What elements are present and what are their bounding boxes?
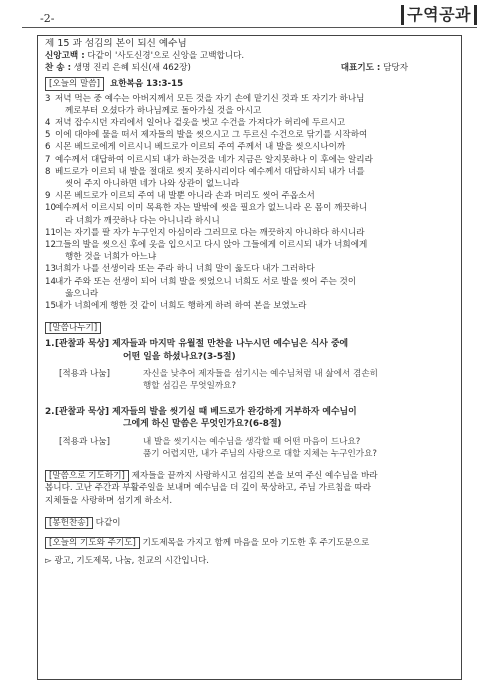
verse-text <box>55 166 458 190</box>
verse <box>45 276 458 300</box>
creed-text: 다같이 '사도신경'으로 신앙을 고백합니다. <box>87 51 245 62</box>
hymn-prayer-line <box>45 62 458 74</box>
verse <box>45 190 458 202</box>
apply-label: [적용과 나눔] <box>59 436 110 447</box>
question <box>45 406 458 430</box>
verse <box>45 227 458 239</box>
header-rule <box>22 27 477 28</box>
arrow-icon: ▻ <box>45 556 52 567</box>
closing-line: 봅니다. 고난 주간과 부활주일을 보내며 예수님을 더 깊이 묵상하고, 주님 가르침을 따라 <box>45 483 372 494</box>
verse-line: 께로부터 오셨다가 하나님께로 돌아가실 것을 아시고 <box>65 105 262 116</box>
verse-line: 저녁 먹는 중 예수는 아버지께서 모든 것을 자기 손에 맡기신 것과 또 자기가 하나님 <box>55 93 365 104</box>
verse <box>45 300 458 312</box>
final-prayer-label: [오늘의 기도와 주기도] <box>45 537 140 549</box>
question-block <box>45 406 458 460</box>
verse-line: 예수께서 대답하여 이르시되 내가 하는것을 네가 지금은 알지못하나 이 후에는 알리라 <box>55 154 373 165</box>
verse-text <box>55 93 458 117</box>
verse-number: 7 <box>45 154 51 165</box>
verse-line: 이에 대야에 물을 떠서 제자들의 발을 씻으시고 그 두르신 수건으로 닦기를 시작하여 <box>55 130 368 141</box>
reading-header <box>45 77 458 91</box>
sharing-questions <box>45 338 458 460</box>
verse-number: 4 <box>45 118 51 129</box>
verse-number: 12 <box>45 240 56 251</box>
verse-line: 시몬 베드로에게 이르시니 베드로가 이르되 주여 주께서 내 발을 씻으시나이까 <box>55 142 346 153</box>
question-line: [관찰과 묵상] 제자들의 발을 씻기실 때 베드로가 완강하게 거부하자 예수님이 <box>55 407 357 418</box>
verse-number: 6 <box>45 142 51 153</box>
hymn-label: 찬 송 : <box>45 63 72 74</box>
prayer-text: 담당자 <box>383 63 408 74</box>
creed-line <box>45 50 458 62</box>
announcement-line <box>45 555 458 567</box>
sharing-label-text: [말씀나누기] <box>45 322 101 334</box>
closing-text: 제자들을 끝까지 사랑하시고 섬김의 본을 보여 주신 예수님을 바라 <box>131 471 378 482</box>
verse-line: 이는 자기를 팔 자가 누구인지 아심이라 그러므로 다는 깨끗하지 아니하다 하시니라 <box>55 227 365 238</box>
verse-number: 5 <box>45 130 51 141</box>
offering-line <box>45 517 458 529</box>
verse-text <box>55 117 458 129</box>
offering-label: [봉헌찬송] <box>45 517 93 529</box>
verse <box>45 263 458 275</box>
verse-number: 10 <box>45 203 56 214</box>
closing-line <box>45 470 458 482</box>
verse-text <box>55 239 458 263</box>
lesson-content <box>45 38 458 567</box>
apply-block <box>45 436 458 460</box>
verse <box>45 93 458 117</box>
closing-line: 지체들을 사랑하며 섬기게 하소서. <box>45 495 173 506</box>
closing-prayer <box>45 470 458 507</box>
question-line: [관찰과 묵상] 제자들과 마지막 유월절 만찬을 나누시던 예수님은 식사 중에 <box>55 339 349 350</box>
verse-line: 씻어 주지 아니하면 네가 나와 상관이 없느니라 <box>65 179 240 190</box>
verse-line: 저녁 잡수시던 자리에서 일어나 겉옷을 벗고 수건을 가져다가 허리에 두르시고 <box>55 118 346 129</box>
verse-text <box>55 300 458 312</box>
question-text <box>55 338 458 362</box>
verse-number: 3 <box>45 93 51 104</box>
verse <box>45 154 458 166</box>
verse <box>45 166 458 190</box>
prayer-label: 대표기도 : <box>340 63 381 74</box>
apply-line: 자신을 낮추어 제자들을 섬기시는 예수님처럼 내 삶에서 겸손히 <box>143 368 378 379</box>
verse-text <box>55 276 458 300</box>
verse-number: 14 <box>45 276 56 287</box>
reading-reference: 요한복음 13:3-15 <box>109 78 184 89</box>
question-text <box>55 406 458 430</box>
verse-text <box>55 129 458 141</box>
question-line: 어떤 일을 하셨나요?(3-5절) <box>123 351 236 362</box>
verse-line: 너희가 나를 선생이라 또는 주라 하니 너희 말이 옳도다 내가 그러하다 <box>55 264 315 275</box>
apply-text <box>143 436 458 460</box>
verse <box>45 239 458 263</box>
verse-line: 시몬 베드로가 이르되 주여 내 발뿐 아니라 손과 머리도 씻어 주옵소서 <box>55 191 315 202</box>
verse-text <box>55 154 458 166</box>
verse-text <box>55 263 458 275</box>
apply-text <box>143 368 458 392</box>
verse-line: 라 너희가 깨끗하나 다는 아니니라 하시니 <box>65 215 220 226</box>
verse-line: 베드로가 이르되 내 발을 절대로 씻지 못하시리이다 예수께서 대답하시되 내가 너를 <box>55 166 365 177</box>
verse <box>45 202 458 226</box>
verse-line: 내가 주와 또는 선생이 되어 너희 발을 씻었으니 너희도 서로 발을 씻어 주는 것이 <box>55 276 357 287</box>
verse-line: 그들의 발을 씻으신 후에 옷을 입으시고 다시 앉아 그들에게 이르시되 내가 너희에게 <box>55 240 368 251</box>
question-number: 2. <box>45 407 55 418</box>
apply-line: 행할 섬김은 무엇일까요? <box>143 381 237 392</box>
question <box>45 338 458 362</box>
verse-number: 13 <box>45 264 56 275</box>
apply-block <box>45 368 458 392</box>
verse <box>45 141 458 153</box>
question-line: 그에게 하신 말씀은 무엇인가요?(6-8절) <box>123 419 282 430</box>
creed-label: 신앙고백 : <box>45 51 85 62</box>
offering-text: 다같이 <box>95 517 121 528</box>
verse-number: 11 <box>45 227 56 238</box>
verse-number: 15 <box>45 301 56 312</box>
apply-label: [적용과 나눔] <box>59 368 110 379</box>
apply-line: 내 발을 씻기시는 예수님을 생각할 때 어떤 마음이 드나요? <box>143 436 361 447</box>
verse-text <box>55 190 458 202</box>
verse <box>45 129 458 141</box>
lesson-title: 제 15 과 섬김의 본이 되신 예수님 <box>45 38 187 49</box>
verse-text <box>55 141 458 153</box>
verse-text <box>55 227 458 239</box>
verse-line: 내가 너희에게 행한 것 같이 너희도 행하게 하려 하여 본을 보였노라 <box>55 301 307 312</box>
page-number: -2- <box>40 12 55 25</box>
hymn-text: 생명 진리 은혜 되신(새 462장) <box>73 63 191 74</box>
final-prayer-line <box>45 537 458 549</box>
reading-label: [오늘의 말씀] <box>45 77 104 91</box>
apply-line: 품기 어렵지만, 내가 주님의 사랑으로 대할 지체는 누구인가요? <box>143 448 377 459</box>
question-block <box>45 338 458 392</box>
announcement-text: 광고, 기도제목, 나눔, 친교의 시간입니다. <box>54 556 210 567</box>
final-prayer-text: 기도제목을 가지고 함께 마음을 모아 기도한 후 주기도문으로 <box>142 537 370 548</box>
verse-line: 행한 것을 너희가 아느냐 <box>65 252 157 263</box>
verse <box>45 117 458 129</box>
verse-line: 예수께서 이르시되 이미 목욕한 자는 발밖에 씻을 필요가 없느니라 온 몸이 깨끗하니 <box>55 203 368 214</box>
verse-number: 8 <box>45 166 51 177</box>
verse-line: 옳으니라 <box>65 288 99 299</box>
verse-text <box>55 202 458 226</box>
verse-number: 9 <box>45 191 51 202</box>
question-number: 1. <box>45 339 55 350</box>
sharing-label <box>45 322 458 334</box>
scripture-verses <box>45 93 458 313</box>
closing-label: [말씀으로 기도하기] <box>45 470 129 482</box>
section-tag: 구역공과 <box>401 5 477 25</box>
